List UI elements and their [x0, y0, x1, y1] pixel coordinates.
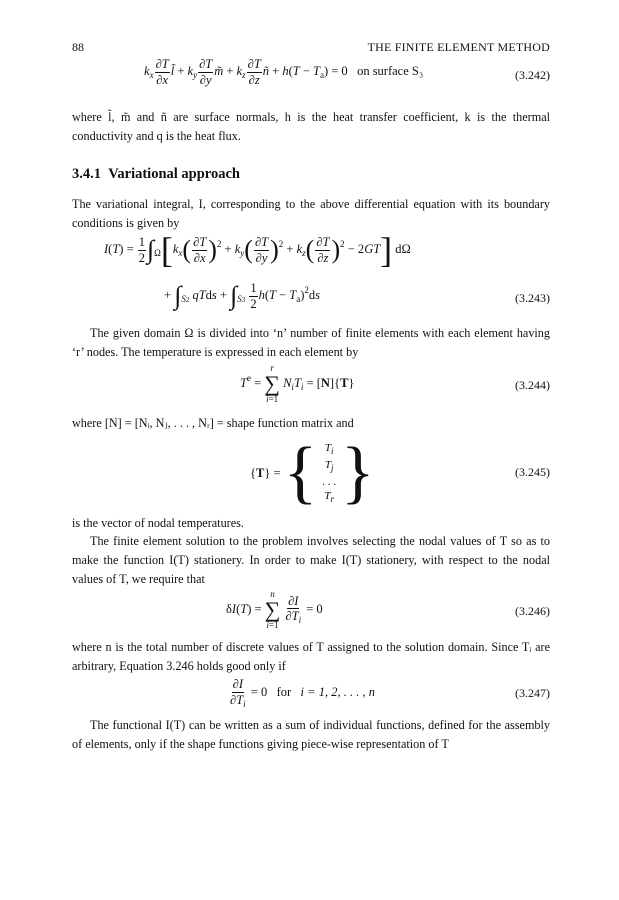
paragraph-surface-normals: where l̃, m̃ and ñ are surface normals, h is the heat transfer coefficient, k is the thermal conductivity and q is the heat flux.	[72, 110, 550, 143]
paragraph-domain-division: The given domain Ω is divided into ‘n’ number of finite elements with each element having ‘r’ nodes. The temperature is expressed in each element by	[72, 326, 550, 359]
equation-number: (3.245)	[515, 465, 550, 479]
equation-3-243	[72, 232, 550, 324]
equation-3-247-body: $\frac{\partial I}{\partial T_i}$ = 0 for i = 1, 2, . . . , n	[230, 677, 375, 709]
equation-3-246-body: δI(T) = n ∑ i=1 $\frac{\partial I}{\partial T_i}$ = 0	[226, 589, 323, 630]
equation-3-245	[72, 434, 550, 511]
equation-3-245-body: {T} = { $T_i$ $T_j$ . . . $T_r$ }	[250, 434, 375, 511]
paragraph-variational-intro: The variational integral, I, corresponding to the above differential equation with its boundary conditions is given by	[72, 197, 550, 230]
paragraph-nodal-vector: is the vector of nodal temperatures.	[72, 516, 244, 530]
equation-3-244-body: $T^e$ = r ∑ i=1 $N_iT_i = [N]\{T\}$	[240, 363, 355, 404]
equation-3-243-line1: I(T) = $\frac{1}{2}$ $\int_\Omega[k_x$( $\frac{\partial T}{\partial x}$ )$^2 + k_y$( $\frac{\partial T}{\partial y}$ )$^2 + k_z$( $\frac{\partial T}{\partial z}$ )$^2$ − 2GT] dΩ	[104, 230, 411, 270]
running-title: THE FINITE ELEMENT METHOD	[367, 40, 550, 54]
equation-3-246	[72, 590, 550, 630]
equation-number: (3.243)	[515, 291, 550, 305]
equation-number: (3.242)	[515, 68, 550, 82]
section-number: 3.4.1	[72, 166, 101, 182]
equation-3-247	[72, 678, 550, 708]
page-number: 88	[72, 40, 84, 54]
equation-3-244	[72, 364, 550, 404]
section-heading	[72, 166, 240, 183]
section-title: Variational approach	[108, 166, 240, 182]
equation-3-242-body: $k_x$ $\frac{\partial T}{\partial x}$ l̃ + $k_y$ $\frac{\partial T}{\partial y}$ m̃ + $k_z$ $\frac{\partial T}{\partial z}$ ñ + $h(T - T_a) = 0$ on surface S₃	[144, 57, 424, 87]
equation-number: (3.244)	[515, 378, 550, 392]
equation-3-247-range: i = 1, 2, . . . , n	[300, 685, 375, 700]
equation-3-247-for: for	[276, 685, 292, 700]
equation-3-242-tail: on surface S₃	[357, 63, 424, 78]
equation-number: (3.247)	[515, 686, 550, 700]
equation-number: (3.246)	[515, 604, 550, 618]
paragraph-functional-sum: The functional I(T) can be written as a sum of individual functions, defined for the assembly of elements, only if the shape functions giving piece-wise representation of T	[72, 718, 550, 751]
equation-3-243-line2: + $\int_{S2}$ qTds + $\int_{S3}$ $\frac{1}{2}$ $h(T - T_a)^2ds$	[164, 281, 321, 311]
paragraph-fe-solution: The finite element solution to the problem involves selecting the nodal values of T so as to make the function I(T) stationery. In order to make I(T) stationery, with respect to the nodal values of T, we require that	[72, 534, 550, 586]
paragraph-shape-matrix: where [N] = [Nᵢ, Nⱼ, . . . , Nᵣ] = shape function matrix and	[72, 416, 354, 430]
paragraph-n-definition: where n is the total number of discrete values of T assigned to the solution domain. Since Tᵢ are arbitrary, Equation 3.246 holds good only if	[72, 640, 550, 673]
